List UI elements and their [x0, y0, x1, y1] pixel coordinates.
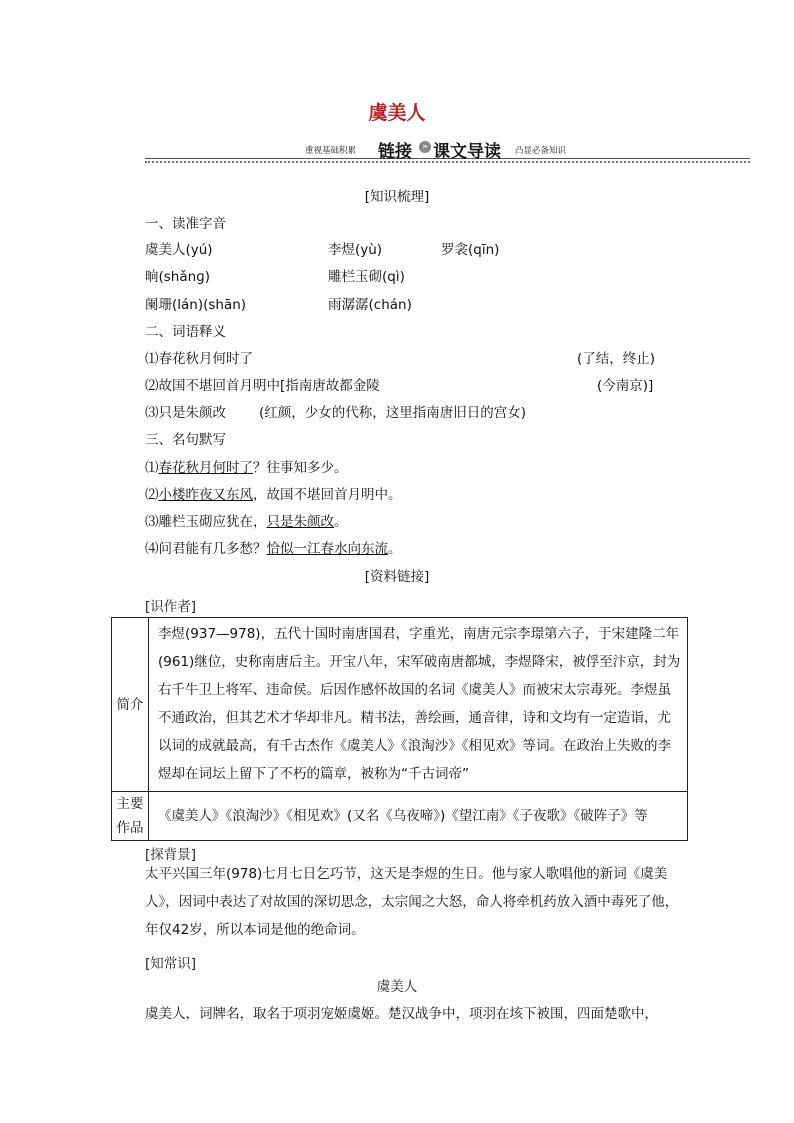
heading-pronunciation: 一、读准字音	[145, 216, 226, 232]
definition-term-1: ⑴春花秋月何时了	[145, 351, 253, 367]
intro-label: 简介	[112, 618, 149, 792]
works-label: 主要作品	[112, 792, 149, 841]
background-text: 太平兴国三年(978)七月七日乞巧节，这天是李煜的生日。他与家人歌唱他的新词《虞美人》，因词中表达了对故国的深切思念，太宗闻之大怒，命人将牵机药放入酒中毒死了他，年仅42岁，所以本词是他的绝命词。	[145, 866, 679, 938]
knowledge-text: 虞美人，词牌名，取名于项羽宠姬虞姬。楚汉战争中，项羽在垓下被围，四面楚歌中，	[145, 1006, 658, 1022]
definition-3: (红颜，少女的代称，这里指南唐旧日的宫女)	[259, 405, 527, 421]
section-header-materials: [资料链接]	[364, 569, 430, 585]
section-banner	[145, 137, 750, 163]
pron-item-1: 虞美人(yú)	[145, 242, 213, 258]
banner-left-small: 重视基础积累	[305, 146, 357, 156]
pron-item-2: 李煜(yù)	[328, 242, 383, 258]
chevron-right-icon: »	[419, 141, 431, 153]
definition-term-2: ⑵故国不堪回首月明中[指南唐故都金陵	[145, 378, 380, 394]
pron-item-5: 雕栏玉砌(qì)	[328, 269, 405, 285]
page-title: 虞美人	[368, 102, 426, 124]
quote-line-3: ⑶雕栏玉砌应犹在，只是朱颜改。	[145, 514, 348, 530]
table-row	[112, 792, 688, 841]
definition-2: (今南京)]	[597, 378, 654, 394]
quote-line-1: ⑴春花秋月何时了？往事知多少。	[145, 460, 348, 476]
tag-background: [探背景]	[145, 847, 197, 863]
pron-item-7: 雨潺潺(chán)	[328, 297, 412, 313]
section-header-knowledge: [知识梳理]	[364, 189, 430, 205]
banner-left-big: 链接	[378, 142, 412, 162]
pron-item-3: 罗衾(qīn)	[441, 242, 500, 258]
pron-item-4: 晌(shǎnɡ)	[145, 269, 211, 285]
intro-text: 李煜(937—978)，五代十国时南唐国君，字重光，南唐元宗李璟第六子，于宋建隆二年(961)继位，史称南唐后主。开宝八年，宋军破南唐都城，李煜降宋，被俘至汴京，封为右千牛卫上将军、违命侯。后因作感怀故国的名词《虞美人》而被宋太宗毒死。李煜虽不通政治，但其艺术才华却非凡。精书法，善绘画，通音律，诗和文均有一定造诣，尤以词的成就最高，有千古杰作《虞美人》《浪淘沙》《相见欢》等词。在政治上失败的李煜却在词坛上留下了不朽的篇章，被称为“千古词帝”	[149, 618, 688, 792]
quote-line-2: ⑵小楼昨夜又东风，故国不堪回首月明中。	[145, 487, 402, 503]
tag-knowledge: [知常识]	[145, 956, 197, 972]
definition-term-3: ⑶只是朱颜改	[145, 405, 226, 421]
heading-recitation: 三、名句默写	[145, 432, 226, 448]
banner-right-big: 课文导读	[433, 142, 501, 162]
heading-definitions: 二、词语释义	[145, 324, 226, 340]
knowledge-title: 虞美人	[376, 979, 418, 995]
tag-author: [识作者]	[145, 599, 197, 615]
quote-line-4: ⑷问君能有几多愁？恰似一江春水向东流。	[145, 541, 402, 557]
author-info-table	[111, 617, 688, 841]
banner-right-small: 凸显必备知识	[515, 146, 567, 156]
pron-item-6: 阑珊(lán)(shān)	[145, 297, 247, 313]
table-row	[112, 618, 688, 792]
works-text: 《虞美人》《浪淘沙》《相见欢》(又名《乌夜啼》)《望江南》《子夜歌》《破阵子》等	[149, 792, 688, 841]
definition-1: (了结，终止)	[577, 351, 656, 367]
